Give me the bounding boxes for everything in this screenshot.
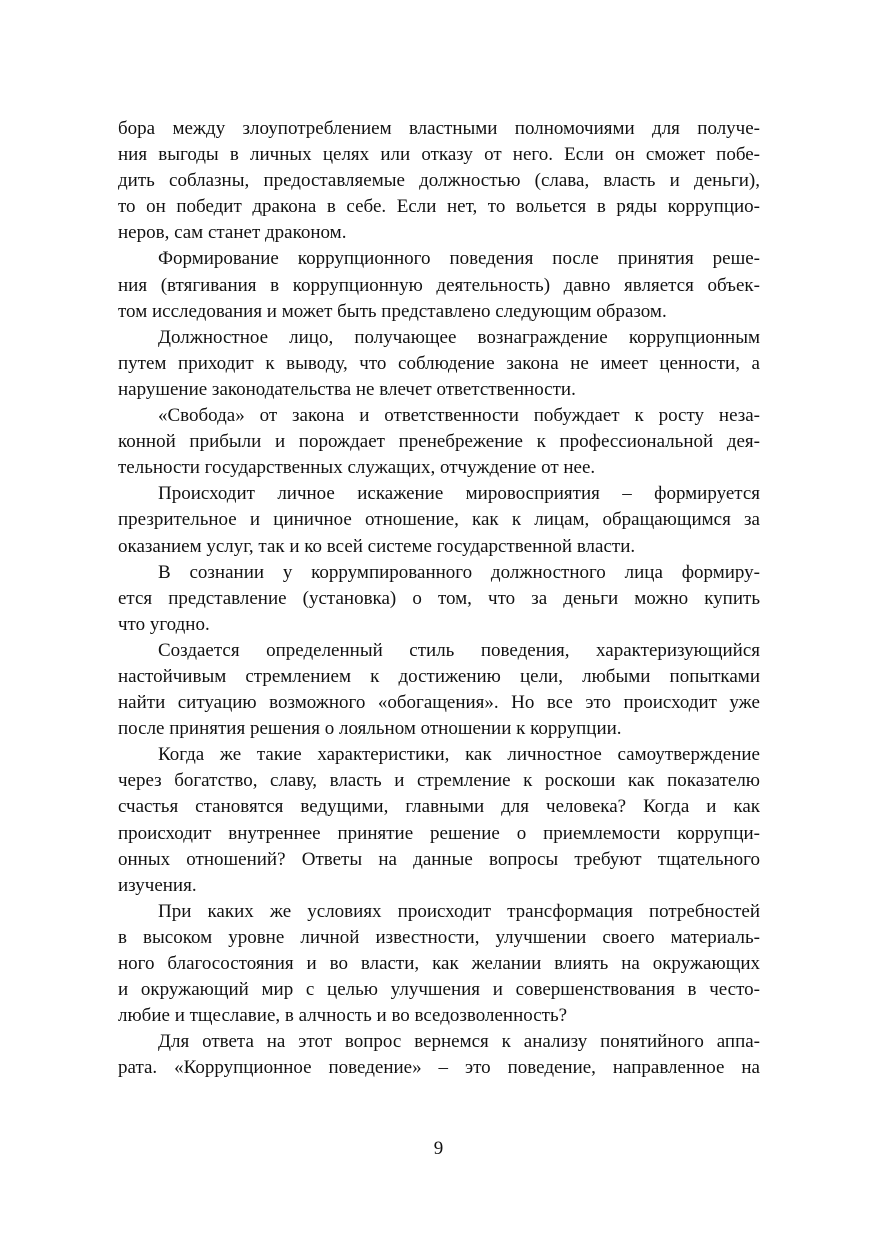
text-line: происходит внутреннее принятие решение о приемлемости коррупци- <box>118 822 760 844</box>
text-line: найти ситуацию возможного «обогащения». Но все это происходит уже <box>118 692 760 714</box>
text-line: ного благосостояния и во власти, как желании влиять на окружающих <box>118 953 760 974</box>
text-line: том исследования и может быть представлено следующим образом. <box>118 300 667 322</box>
text-line: и окружающий мир с целью улучшения и совершенствования в често- <box>118 979 760 1001</box>
text-line: «Свобода» от закона и ответственности побуждает к росту неза- <box>158 405 760 427</box>
text-line: счастья становятся ведущими, главными для человека? Когда и как <box>118 796 760 818</box>
text-line: ется представление (установка) о том, что за деньги можно купить <box>118 587 760 609</box>
text-line: бора между злоупотреблением властными полномочиями для получе- <box>118 118 760 139</box>
paragraph <box>118 325 760 403</box>
text-line: ния (втягивания в коррупционную деятельность) давно является объек- <box>118 274 760 296</box>
text-line: то он победит дракона в себе. Если нет, то вольется в ряды коррупцио- <box>118 196 760 218</box>
text-line: любие и тщеславие, в алчность и во вседозволенность? <box>118 1005 568 1027</box>
text-line: неров, сам станет драконом. <box>118 222 347 244</box>
text-line: презрительное и циничное отношение, как к лицам, обращающимся за <box>118 509 760 531</box>
paragraph <box>118 481 760 559</box>
text-line: дить соблазны, предоставляемые должностью (слава, власть и деньги), <box>118 170 760 192</box>
text-line: оказанием услуг, так и ко всей системе государственной власти. <box>118 535 636 557</box>
text-line: В сознании у коррумпированного должностного лица формиру- <box>158 561 760 583</box>
text-line: ния выгоды в личных целях или отказу от него. Если он сможет побе- <box>118 144 760 166</box>
text-line: в высоком уровне личной известности, улучшении своего материаль- <box>118 926 760 948</box>
paragraph <box>118 899 760 1029</box>
text-line: онных отношений? Ответы на данные вопросы требуют тщательного <box>118 848 760 870</box>
text-line: нарушение законодательства не влечет ответственности. <box>118 378 576 400</box>
text-line: путем приходит к выводу, что соблюдение закона не имеет ценности, а <box>118 352 760 374</box>
text-line: тельности государственных служащих, отчуждение от нее. <box>118 457 596 479</box>
text-line: Создается определенный стиль поведения, характеризующийся <box>158 639 760 661</box>
text-line: Происходит личное искажение мировосприятия – формируется <box>158 483 760 505</box>
paragraph <box>118 742 760 899</box>
paragraph <box>118 246 760 324</box>
paragraph <box>118 116 760 246</box>
text-line: Когда же такие характеристики, как личностное самоутверждение <box>158 744 760 766</box>
page-number: 9 <box>433 1138 444 1159</box>
text-line: изучения. <box>118 874 197 896</box>
text-line: через богатство, славу, власть и стремление к роскоши как показателю <box>118 770 760 792</box>
text-line: Формирование коррупционного поведения после принятия реше- <box>158 248 760 270</box>
text-line: конной прибыли и порождает пренебрежение к профессиональной дея- <box>118 431 760 453</box>
text-line: рата. «Коррупционное поведение» – это поведение, направленное на <box>118 1057 760 1079</box>
text-line: Для ответа на этот вопрос вернемся к анализу понятийного аппа- <box>158 1031 760 1053</box>
paragraph <box>118 403 760 481</box>
text-line: после принятия решения о лояльном отношении к коррупции. <box>118 718 622 740</box>
text-line: При каких же условиях происходит трансформация потребностей <box>158 900 760 922</box>
paragraph <box>118 638 760 742</box>
text-line: что угодно. <box>118 613 210 635</box>
text-line: Должностное лицо, получающее вознаграждение коррупционным <box>158 326 760 348</box>
paragraph <box>118 1029 760 1081</box>
body-text <box>118 116 760 1081</box>
text-line: настойчивым стремлением к достижению цели, любыми попытками <box>118 665 760 687</box>
paragraph <box>118 560 760 638</box>
